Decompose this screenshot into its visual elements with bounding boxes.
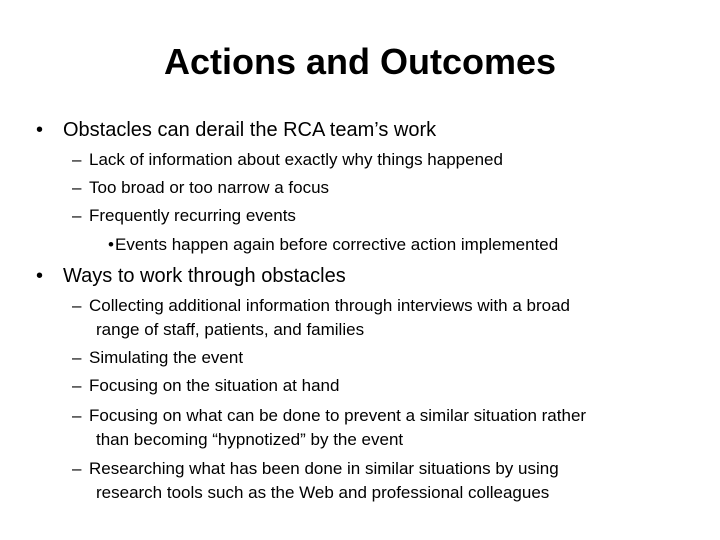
sub-item-text: Lack of information about exactly why things happened <box>89 150 503 169</box>
slide-title: Actions and Outcomes <box>163 41 557 82</box>
sub-item-text: Collecting additional information through interviews with a broad <box>89 296 570 315</box>
sub-item-text: Focusing on the situation at hand <box>89 376 340 395</box>
sub-item-text: Frequently recurring events <box>89 206 296 225</box>
bullet-mark: • <box>36 119 44 141</box>
bullet-text: Obstacles can derail the RCA team’s work <box>63 119 437 141</box>
sub-item-text: Simulating the event <box>89 348 244 367</box>
dash-mark: – <box>72 206 82 225</box>
dash-mark: – <box>72 296 82 315</box>
sub-item-text: Focusing on what can be done to prevent a similar situation rather <box>89 406 587 425</box>
dash-mark: – <box>72 459 82 478</box>
dash-mark: – <box>72 348 82 367</box>
dash-mark: – <box>72 406 82 425</box>
sub-item-text: Researching what has been done in similar situations by using <box>89 459 559 478</box>
dash-mark: – <box>72 376 82 395</box>
sub-item-continuation: range of staff, patients, and families <box>96 320 365 339</box>
sub-item-continuation: than becoming “hypnotized” by the event <box>96 430 404 449</box>
sub-item-text: Too broad or too narrow a focus <box>89 178 330 197</box>
dash-mark: – <box>72 150 82 169</box>
sub-item-continuation: research tools such as the Web and professional colleagues <box>96 483 550 502</box>
bullet-mark: • <box>108 235 114 254</box>
dash-mark: – <box>72 178 82 197</box>
sub-sub-item-text: Events happen again before corrective action implemented <box>115 235 559 254</box>
bullet-mark: • <box>36 265 44 287</box>
bullet-text: Ways to work through obstacles <box>63 265 346 287</box>
